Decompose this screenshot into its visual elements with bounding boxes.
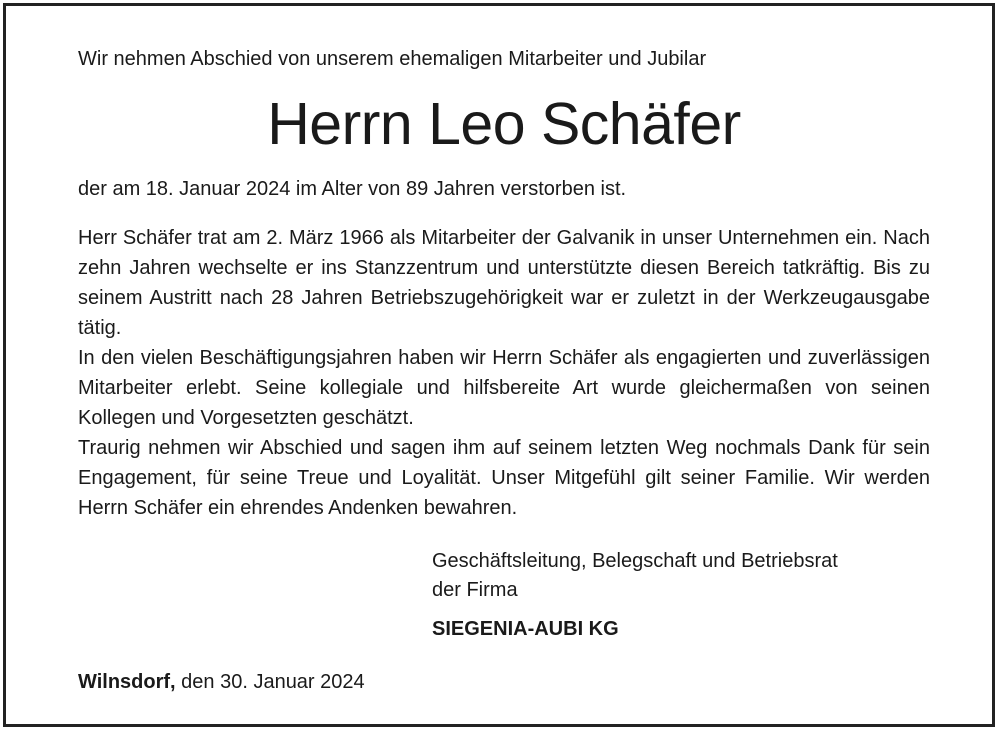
signature-block	[432, 547, 838, 644]
paragraph-farewell: Traurig nehmen wir Abschied und sagen ihm auf seinem letzten Weg nochmals Dank für sein Engagement, für seine Treue und Loyalität. Unser Mitgefühl gilt seiner Familie. Wir werden Herrn Schäfer ein ehrendes Andenken bewahren.	[78, 437, 930, 519]
signature-line-2: der Firma	[432, 579, 518, 601]
company-name: SIEGENIA-AUBI KG	[432, 618, 619, 640]
signature-line-1: Geschäftsleitung, Belegschaft und Betriebsrat	[432, 550, 838, 572]
place-name: Wilnsdorf,	[78, 671, 176, 693]
death-line: der am 18. Januar 2024 im Alter von 89 Jahren verstorben ist.	[78, 178, 627, 200]
paragraph-career: Herr Schäfer trat am 2. März 1966 als Mitarbeiter der Galvanik in unser Unternehmen ein. Nach zehn Jahren wechselte er ins Stanzzentrum und unterstützte diesen Bereich tatkräftig. Bis zu seinem Austritt nach 28 Jahren Betriebszugehörigkeit war er zuletzt in der Werkzeugausgabe tätig.	[78, 227, 930, 339]
notice-frame	[3, 3, 995, 727]
notice-date: den 30. Januar 2024	[181, 671, 365, 693]
place-date	[78, 671, 365, 694]
intro-line: Wir nehmen Abschied von unserem ehemaligen Mitarbeiter und Jubilar	[78, 48, 707, 70]
notice-body	[78, 223, 930, 523]
deceased-name: Herrn Leo Schäfer	[267, 91, 741, 157]
paragraph-appreciation: In den vielen Beschäftigungsjahren haben wir Herrn Schäfer als engagierten und zuverlässigen Mitarbeiter erlebt. Seine kollegiale und hilfsbereite Art wurde gleichermaßen von seinen Kollegen und Vorgesetzten geschätzt.	[78, 347, 930, 429]
